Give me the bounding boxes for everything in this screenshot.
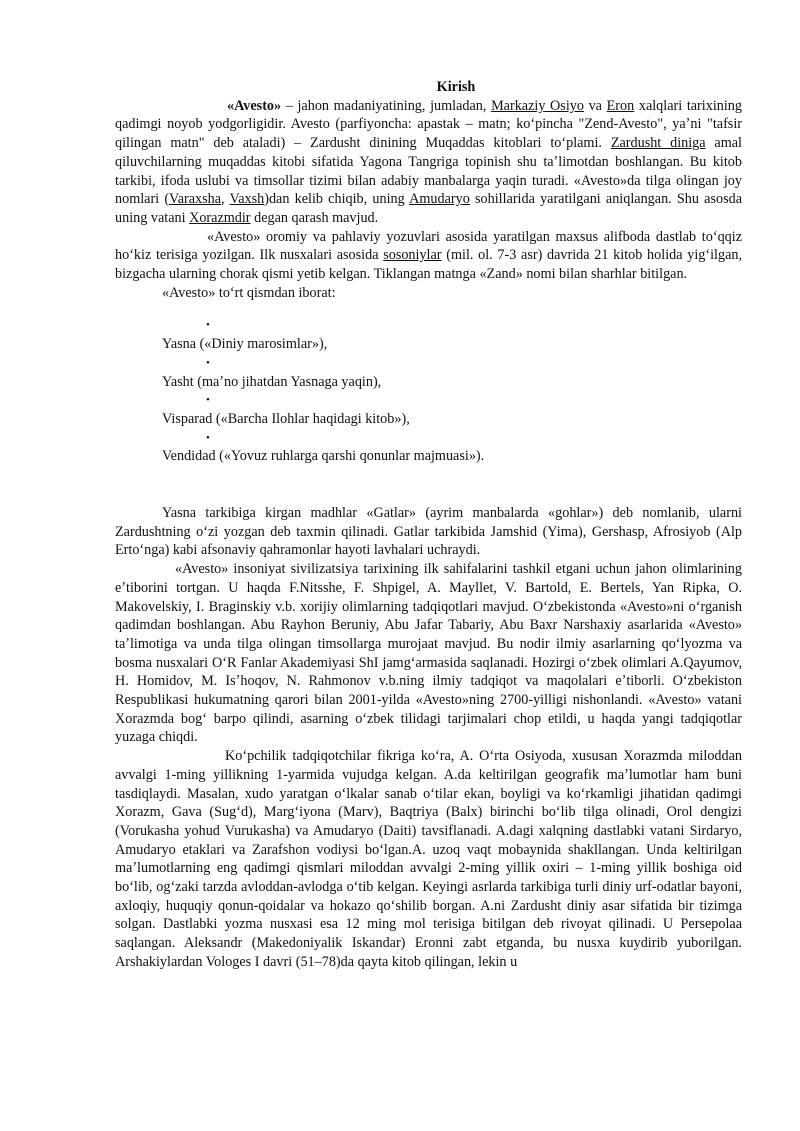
text-span: degan qarash mavjud. <box>250 209 379 226</box>
link-markaziy-osiyo[interactable]: Markaziy Osiyo <box>491 97 584 114</box>
bullet-icon: • <box>206 356 210 369</box>
paragraph-alphabet <box>115 228 742 284</box>
parts-list <box>162 316 742 466</box>
text-span: (mil. ol. 7-3 asr) davrida 21 kitob holida yigʻilgan, bizgacha ularning chorak qismi yetib kelgan. Tiklangan matnga «Zand» nomi bilan sharhlar bitilgan. <box>115 247 743 283</box>
text-span: xalqlari tarixining qadimgi noyob yodgorligidir. Avesto (parfiyoncha: apastak – matn; koʻpincha "Zend-Avesto", yaʼni "tafsir qilingan matn" deb ataladi) – Zardusht dinining Muqaddas kitoblari toʻplami. <box>115 97 742 152</box>
list-item <box>162 429 742 466</box>
spacer <box>115 466 742 504</box>
paragraph-intro <box>115 97 742 228</box>
link-xorazmdir[interactable]: Xorazmdir <box>189 209 251 226</box>
text-span: va <box>583 97 607 114</box>
paragraph-parts-intro: «Avesto» toʻrt qismdan iborat: <box>162 284 336 301</box>
text-span: «Avesto» oromiy va pahlaviy yozuvlari asosida yaratilgan maxsus alifboda dastlab toʻqqiz hoʻkiz terisiga yozilgan. Ilk nusxalari asosida <box>115 228 742 264</box>
text-span: )dan kelib chiqib, uning <box>264 191 410 208</box>
part-label: Vendidad («Yovuz ruhlarga qarshi qonunlar majmuasi»). <box>162 448 485 465</box>
paragraph-gatlar: Yasna tarkibiga kirgan madhlar «Gatlar» (ayrim manbalarda «gohlar») deb nomlanib, ularni Zardushtning oʻzi yozgan deb taxmin qilinadi. Gatlar tarkibida Jamshid (Yima), Gershasp, Afrosiyob (Alp Ertoʻnga) kabi afsonaviy qahramonlar hayoti lavhalari uchraydi. <box>115 505 742 559</box>
bullet-icon: • <box>206 394 210 407</box>
link-zardusht-diniga[interactable]: Zardusht diniga <box>610 135 706 152</box>
text-span: sohillarida yaratilgani aniqlangan. Shu asosda uning vatani <box>115 191 742 226</box>
list-item <box>162 354 742 391</box>
text-span: amal qiluvchilarning muqaddas kitobi sifatida Yagona Tangriga topinish shu taʼlimotdan boshlangan. Bu kitob tarkibi, ifoda uslubi va timsollar tizimi bilan adabiy manbalarga yaqin turadi. «Avesto»da tilga olingan joy nomlari ( <box>115 135 742 208</box>
part-label: Yasna («Diniy marosimlar»), <box>162 336 328 353</box>
part-label: Yasht (maʼno jihatdan Yasnaga yaqin), <box>162 373 382 390</box>
text-span: , <box>221 191 230 208</box>
avesto-bold: «Avesto» <box>227 97 282 114</box>
list-item <box>162 391 742 428</box>
list-item <box>162 316 742 353</box>
page-title: Kirish <box>436 79 476 95</box>
link-sosoniylar[interactable]: sosoniylar <box>383 247 442 264</box>
link-varaxsha[interactable]: Varaxsha <box>169 191 222 208</box>
bullet-icon: • <box>206 319 210 332</box>
text-span: – jahon madaniyatining, jumladan, <box>281 97 492 114</box>
paragraph-history: Koʻpchilik tadqiqotchilar fikriga koʻra, A. Oʻrta Osiyoda, xususan Xorazmda miloddan avvalgi 1-ming yillikning 1-yarmida vujudga kelgan. A.da keltirilgan geografik maʼlumotlar ham buni tasdiqlaydi. Masalan, xudo yaratgan oʻlkalar sanab oʻtilar ekan, boyligi va koʻrkamligi jihatidan qadimgi Xorazm, Gava (Sugʻd), Margʻiyona (Marv), Baqtriya (Balx) birinchi boʻlib tilga olinadi, Orol dengizi (Vorukasha yohud Vurukasha) va Amudaryo (Daiti) tavsiflanadi. A.dagi xalqning dastlabki vatani Sirdaryo, Amudaryo etaklari va Zarafshon vodiysi boʻlgan.A. uzoq vaqt mobaynida shakllangan. Unda keltirilgan maʼlumotlarning eng qadimgi qismlari miloddan avvalgi 2-ming yillik oxiri – 1-ming yillik boshiga oid boʻlib, ogʻzaki tarzda avloddan-avlodga oʻtib kelgan. Keyingi asrlarda tarkibiga turli diniy urf-odatlar bayoni, axloqiy, huquqiy qonun-qoidalar va hokazo qoʻshilib borgan. A.ni Zardusht diniy asar sifatida bir tizimga solgan. Dastlabki yozma nusxasi esa 12 ming mol terisiga bitilgan deb rivoyat qilinadi. U Persepolaa saqlangan. Aleksandr (Makedoniyalik Iskandar) Eronni zabt etganda, bu nusxa kuydirib yuborilgan. Arshakiylardan Vologes I davri (51–78)da qayta kitob qilingan, lekin u <box>115 748 742 970</box>
part-label: Visparad («Barcha Ilohlar haqidagi kitob»), <box>162 410 410 427</box>
paragraph-scholars: «Avesto» insoniyat sivilizatsiya tarixining ilk sahifalarini tashkil etgani uchun jahon olimlarining eʼtiborini tortgan. U haqda F.Nitsshe, F. Shpigel, A. Mayllet, V. Bartold, E. Bertels, Yan Ripka, O. Makovelskiy, I. Braginskiy v.b. xorijiy olimlarning tadqiqotlari mavjud. Oʻzbekistonda «Avesto»ni oʻrganish qadimdan boshlangan. Abu Rayhon Beruniy, Abu Jafar Tabariy, Abu Baxr Narshaxiy asarlarida «Avesto» taʼlimotiga va unda tilga olingan timsollarga murojaat mavjud. Bu nodir ilmiy asarlarning qoʻlyozma va bosma nusxalari OʻR Fanlar Akademiyasi ShI jamgʻarmasida saqlanadi. Hozirgi oʻzbek olimlari A.Qayumov, H. Homidov, M. Isʼhoqov, N. Rahmonov v.b.ning ilmiy tadqiqot va maqolalari eʼtiborli. Oʻzbekiston Respublikasi hukumatning qarori bilan 2001-yilda «Avesto»ning 2700-yilligi nishonlandi. «Avesto» vatani Xorazmda bogʻ barpo qilindi, asarning oʻzbek tilidagi tarjimalari chop etildi, u haqda yangi tadqiqotlar yuzaga chiqdi. <box>115 561 742 746</box>
document-page <box>115 78 742 972</box>
link-amudaryo[interactable]: Amudaryo <box>409 191 470 208</box>
link-eron[interactable]: Eron <box>606 97 635 114</box>
link-vaxsh[interactable]: Vaxsh <box>229 191 265 208</box>
bullet-icon: • <box>206 431 210 444</box>
